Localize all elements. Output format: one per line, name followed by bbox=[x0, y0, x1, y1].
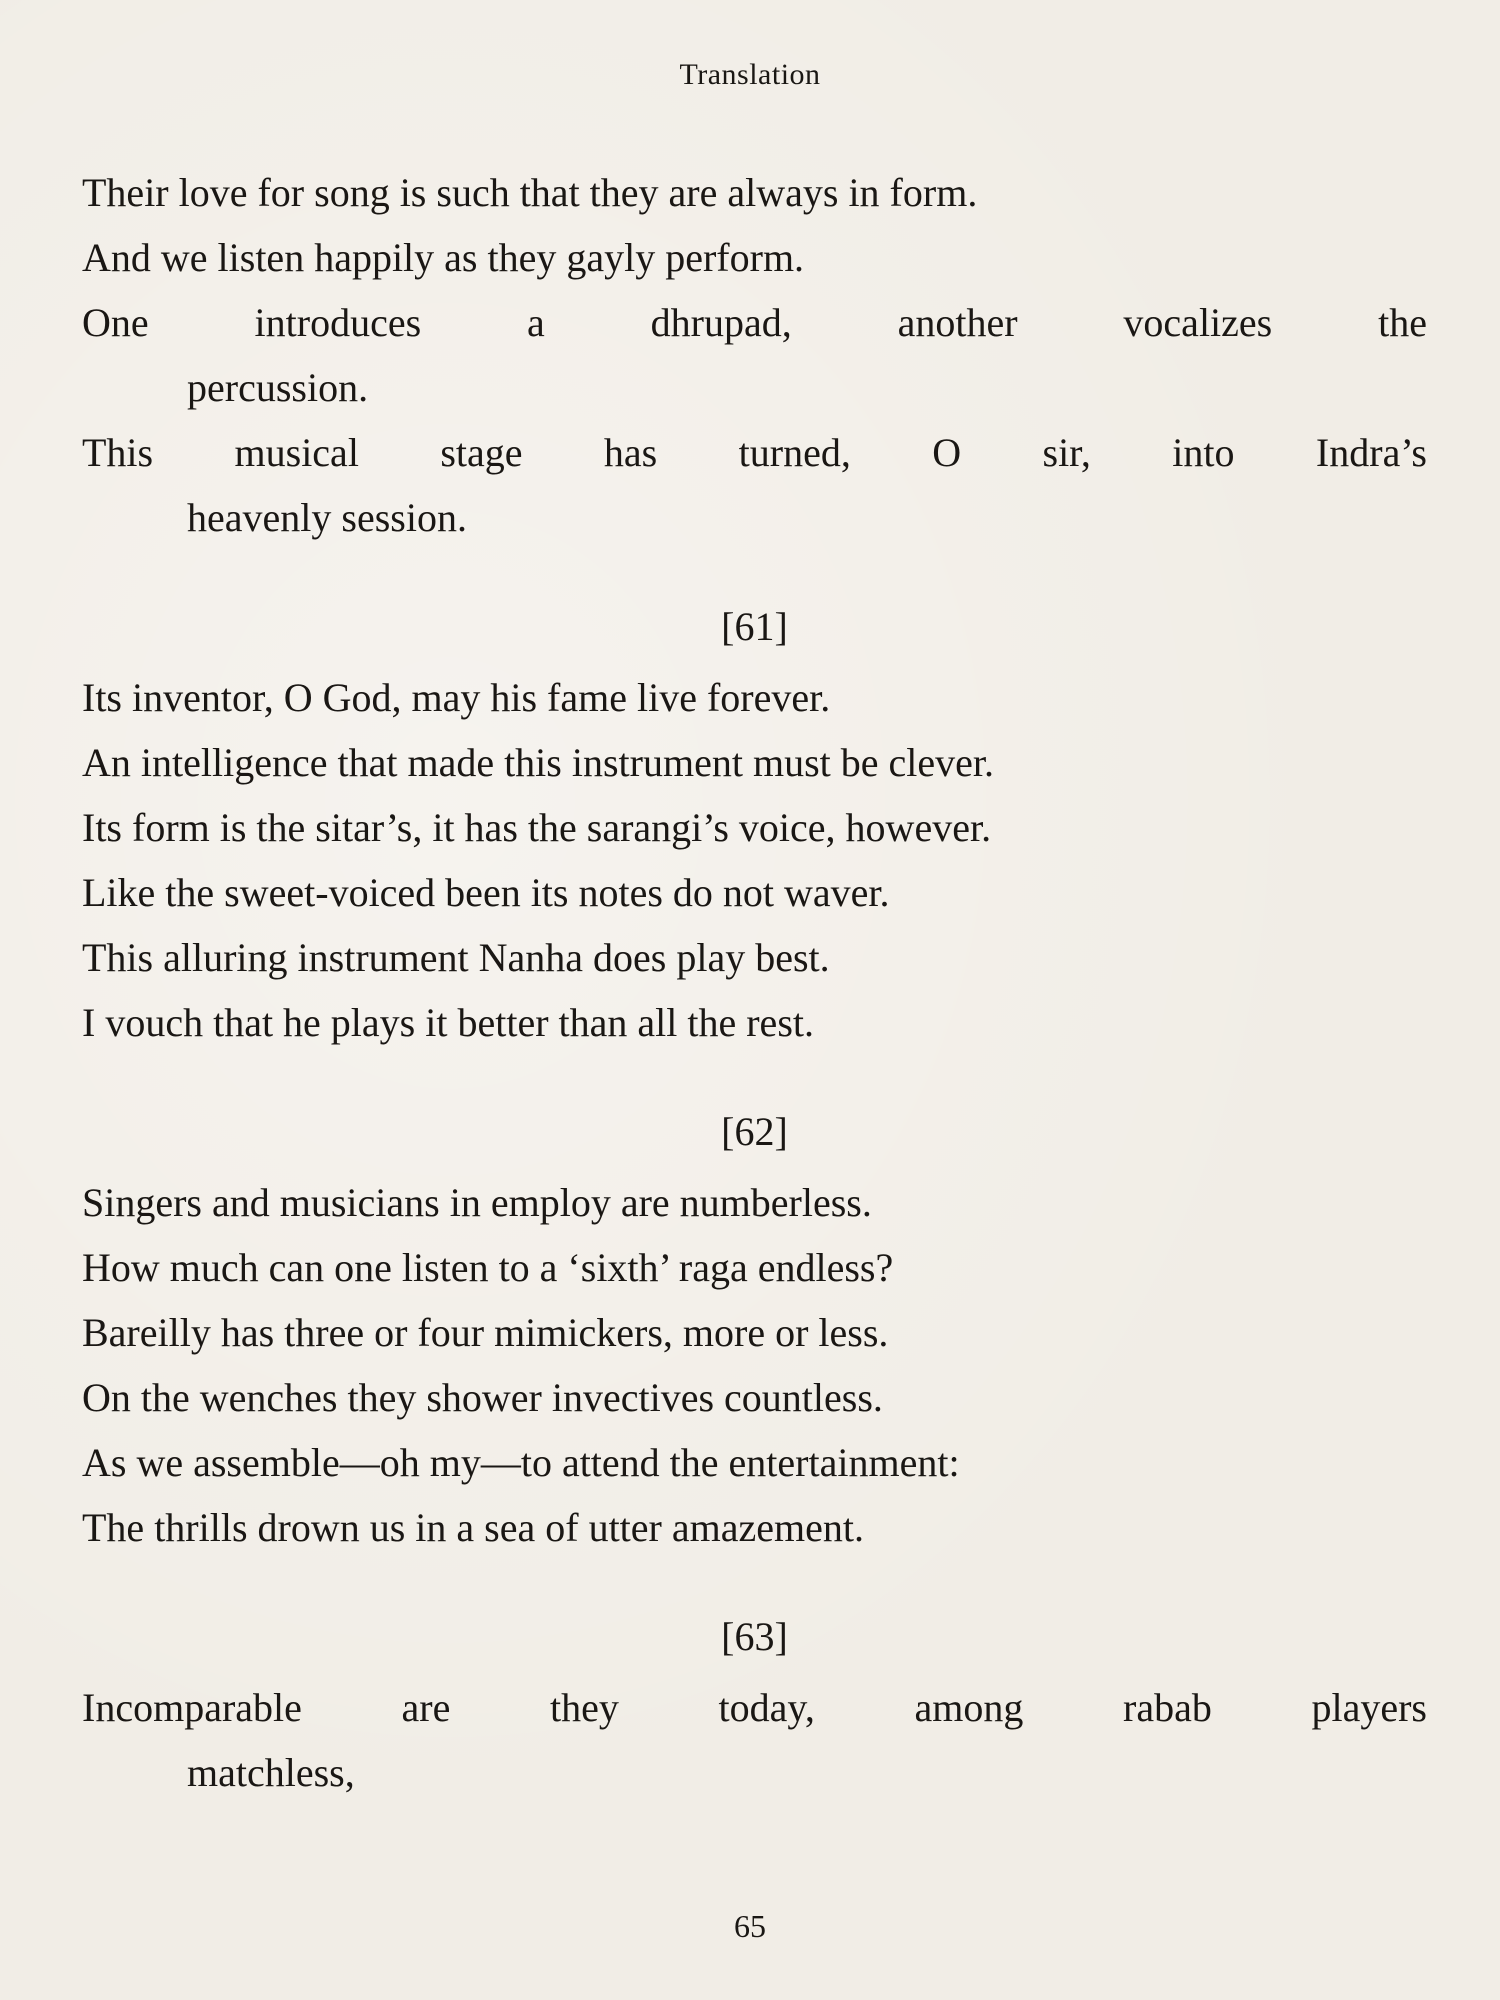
verse-line-turnover: heavenly session. bbox=[187, 495, 467, 540]
page-number: 65 bbox=[734, 1908, 766, 1944]
verse-line: This alluring instrument Nanha does play best. bbox=[82, 935, 830, 980]
stanza-number: [61] bbox=[721, 604, 788, 649]
verse-line: This musical stage has turned, O sir, into Indra’s bbox=[82, 430, 1427, 475]
verse-line: One introduces a dhrupad, another vocalizes the bbox=[82, 300, 1427, 345]
verse-line: Singers and musicians in employ are numberless. bbox=[82, 1180, 872, 1225]
verse-line: Bareilly has three or four mimickers, more or less. bbox=[82, 1310, 889, 1355]
stanza-continued bbox=[82, 160, 1427, 550]
verse-line: Its inventor, O God, may his fame live forever. bbox=[82, 675, 831, 720]
verse-line: As we assemble—oh my—to attend the entertainment: bbox=[82, 1440, 960, 1485]
verse-line: Incomparable are they today, among rabab players bbox=[82, 1685, 1427, 1730]
verse-line: The thrills drown us in a sea of utter amazement. bbox=[82, 1505, 864, 1550]
stanza-62 bbox=[82, 1099, 1427, 1560]
poem-body bbox=[82, 160, 1427, 1805]
verse-line: How much can one listen to a ‘sixth’ raga endless? bbox=[82, 1245, 894, 1290]
verse-line: Its form is the sitar’s, it has the sarangi’s voice, however. bbox=[82, 805, 992, 850]
stanza-61 bbox=[82, 594, 1427, 1055]
running-header: Translation bbox=[679, 58, 821, 91]
verse-line-turnover: percussion. bbox=[187, 365, 369, 410]
stanza-63 bbox=[82, 1604, 1427, 1805]
verse-line: Their love for song is such that they are always in form. bbox=[82, 170, 978, 215]
verse-line: And we listen happily as they gayly perform. bbox=[82, 235, 805, 280]
verse-line: An intelligence that made this instrument must be clever. bbox=[82, 740, 994, 785]
stanza-number: [62] bbox=[721, 1109, 788, 1154]
stanza-number: [63] bbox=[721, 1614, 788, 1659]
verse-line: Like the sweet-voiced been its notes do not waver. bbox=[82, 870, 890, 915]
verse-line: I vouch that he plays it better than all the rest. bbox=[82, 1000, 814, 1045]
verse-line-turnover: matchless, bbox=[187, 1750, 355, 1795]
verse-line: On the wenches they shower invectives countless. bbox=[82, 1375, 883, 1420]
